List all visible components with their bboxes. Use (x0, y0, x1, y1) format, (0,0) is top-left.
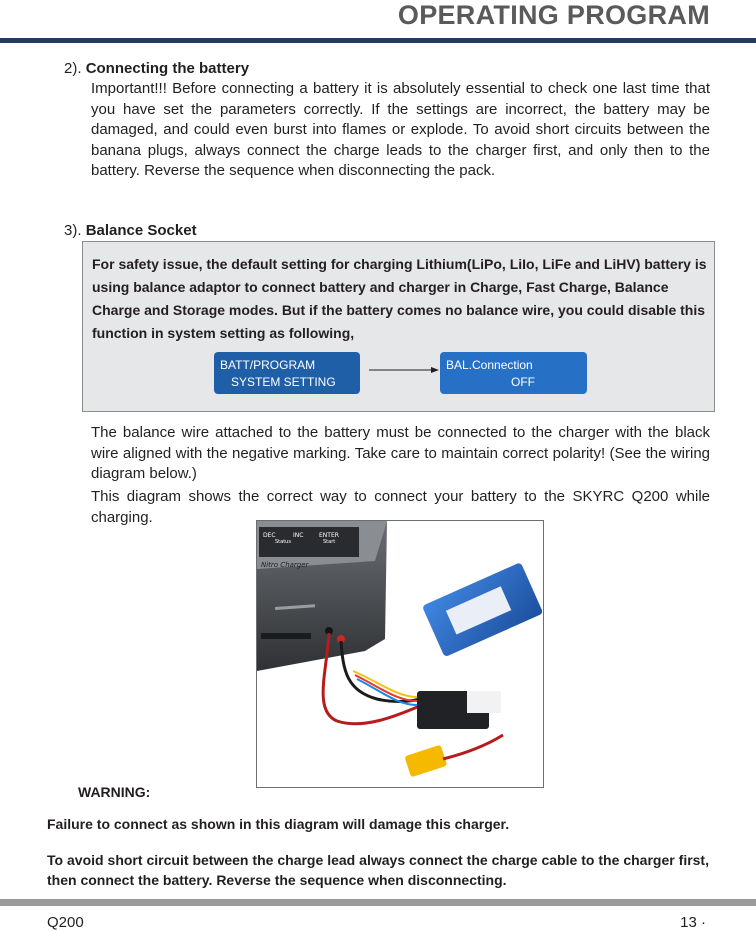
lcd-right-line2: OFF (511, 375, 535, 389)
header-rule (0, 38, 756, 43)
lcd-screen-bal-connection (440, 352, 587, 394)
charger-sub-start: Start (323, 539, 336, 545)
section-2-heading (64, 60, 249, 77)
xt60-connector (404, 745, 447, 778)
section-3-heading (64, 222, 197, 239)
warning-label: WARNING: (78, 784, 151, 800)
charger-brand-label: Nitro Charger (261, 561, 309, 569)
section-3-title: Balance Socket (85, 222, 197, 239)
warning-line-2: To avoid short circuit between the charge lead always connect the charge cable to the charger first, then connect the battery. Reverse the sequence when disconnecting. (47, 852, 709, 888)
charger-button-inc: INC (293, 532, 304, 539)
arrow-right-icon (369, 366, 439, 374)
safety-notice-text: For safety issue, the default setting for charging Lithium(LiPo, LiIo, LiFe and LiHV) battery is using balance adaptor to connect battery and charger in Charge, Fast Charge, Balance Charge and Storage modes. But if the battery comes no balance wire, you could disable this function in system setting as following, (92, 256, 707, 341)
section-2-number: 2). (64, 60, 82, 77)
lipo-battery (422, 562, 543, 657)
charger-button-dec: DEC (263, 532, 276, 539)
section-2-body: Important!!! Before connecting a battery it is absolutely essential to check one last time that you have set the parameters correctly. If the settings are incorrect, the battery may be damaged, and could even burst into flames or explode. To avoid short circuits between the banana plugs, always connect the charge leads to the charger first, and only then to the battery. Reverse the sequence when disconnecting the pack. (91, 80, 710, 180)
charger-vent (261, 633, 311, 639)
page-title: OPERATING PROGRAM (397, 0, 710, 30)
section-3-body-1: The balance wire attached to the battery must be connected to the charger with the black wire aligned with the negative marking. Take care to maintain correct polarity! (See the wiring diagram below.) (91, 424, 710, 483)
balance-board-connectors (467, 691, 501, 713)
section-2-title: Connecting the battery (85, 60, 250, 77)
lcd-left-line2: SYSTEM SETTING (231, 375, 336, 389)
safety-notice-panel (82, 241, 715, 412)
battery-lead (443, 735, 503, 759)
lcd-screen-system-setting (214, 352, 360, 394)
warning-line-1: Failure to connect as shown in this diagram will damage this charger. (47, 816, 510, 832)
section-3-body-2: This diagram shows the correct way to connect your battery to the SKYRC Q200 while charging. (91, 488, 710, 526)
charger-battery-illustration (257, 521, 544, 788)
lcd-left-line1: BATT/PROGRAM (220, 358, 316, 372)
footer-model: Q200 (47, 914, 84, 931)
section-3-number: 3). (64, 222, 82, 239)
wiring-diagram-photo (256, 520, 544, 788)
lcd-right-line1: BAL.Connection (446, 358, 533, 372)
charger-button-enter: ENTER (319, 532, 339, 539)
charger-sub-status: Status (275, 539, 291, 545)
footer-rule (0, 899, 756, 906)
page-number: 13 · (680, 914, 706, 931)
